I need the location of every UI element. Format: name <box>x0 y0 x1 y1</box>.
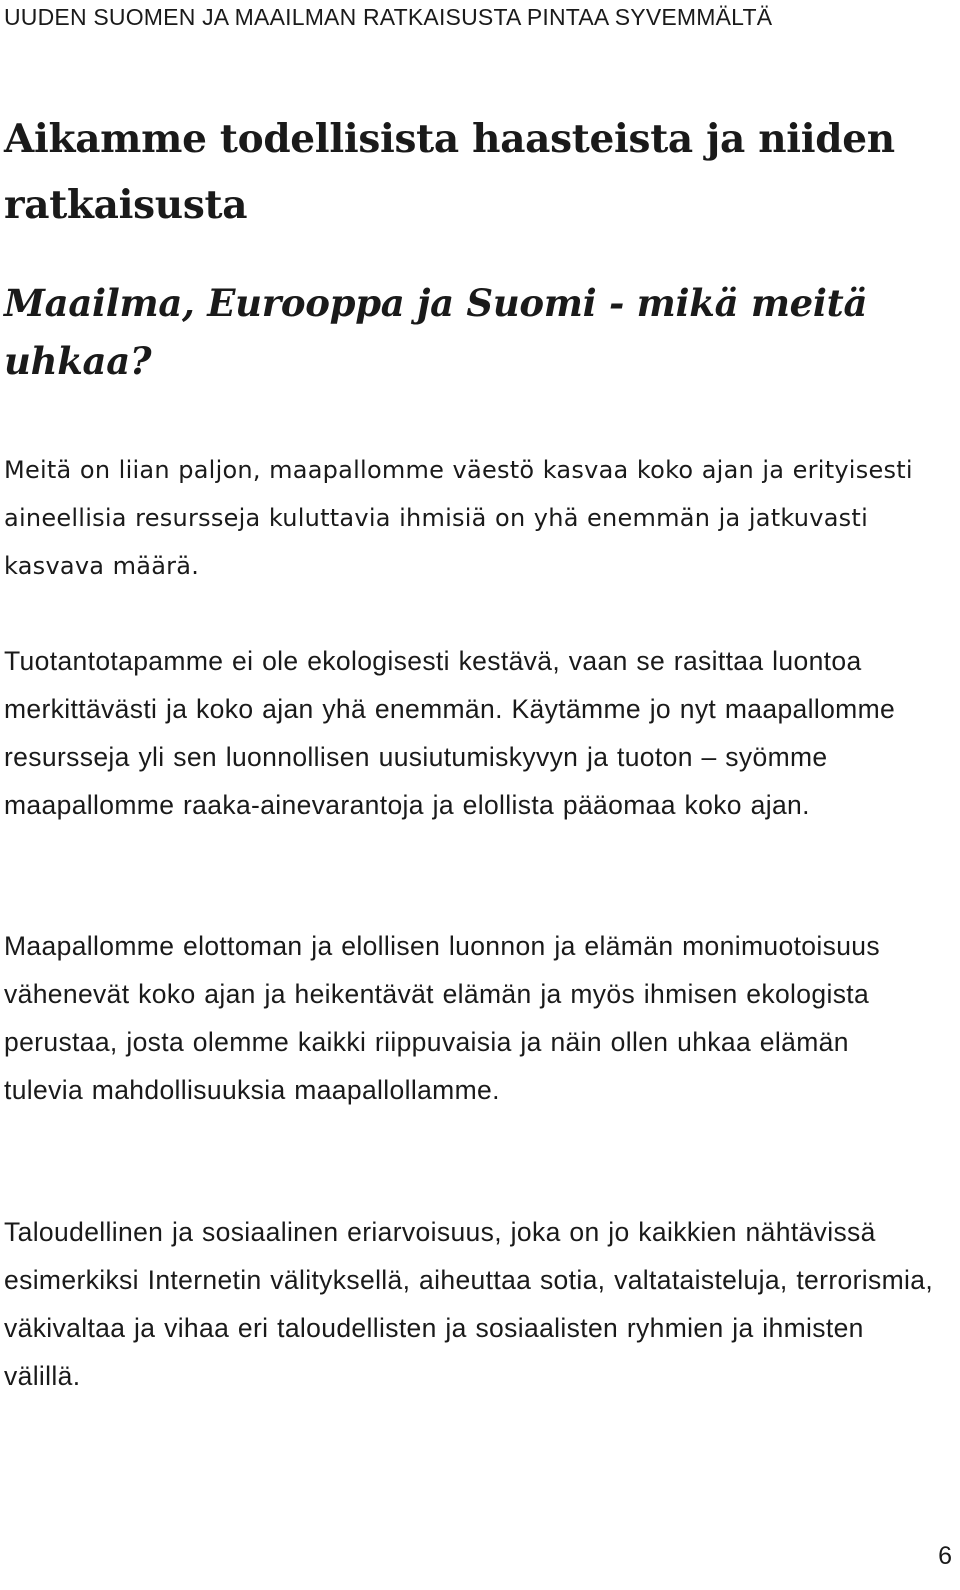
article-subtitle: Maailma, Eurooppa ja Suomi - mikä meitä uhkaa? <box>4 281 868 383</box>
article-title: Aikamme todellisista haasteista ja niiden ratkaisusta <box>4 116 895 228</box>
paragraph-production: Tuotantotapamme ei ole ekologisesti kestävä, vaan se rasittaa luontoa merkittävästi ja koko ajan yhä enemmän. Käytämme jo nyt maapallomme resursseja yli sen luonnollisen uusiutumiskyvyn ja tuoton – syömme maapallomme raaka-ainevarantoja ja elollista pääomaa koko ajan. <box>4 646 896 820</box>
running-header: UUDEN SUOMEN JA MAAILMAN RATKAISUSTA PINTAA SYVEMMÄLTÄ <box>4 4 773 30</box>
paragraph-population: Meitä on liian paljon, maapallomme väestö kasvaa koko ajan ja erityisesti aineellisia resursseja kuluttavia ihmisiä on yhä enemmän ja jatkuvasti kasvava määrä. <box>4 456 913 580</box>
paragraph-inequality: Taloudellinen ja sosiaalinen eriarvoisuus, joka on jo kaikkien nähtävissä esimerkiksi Internetin välityksellä, aiheuttaa sotia, valtataisteluja, terrorismia, väkivaltaa ja vihaa eri taloudellisten ja sosiaalisten ryhmien ja ihmisten välillä. <box>4 1217 934 1391</box>
page-number: 6 <box>938 1542 952 1570</box>
paragraph-biodiversity: Maapallomme elottoman ja elollisen luonnon ja elämän monimuotoisuus vähenevät koko ajan ja heikentävät elämän ja myös ihmisen ekologista perustaa, josta olemme kaikki riippuvaisia ja näin ollen uhkaa elämän tulevia mahdollisuuksia maapallollamme. <box>4 931 880 1105</box>
